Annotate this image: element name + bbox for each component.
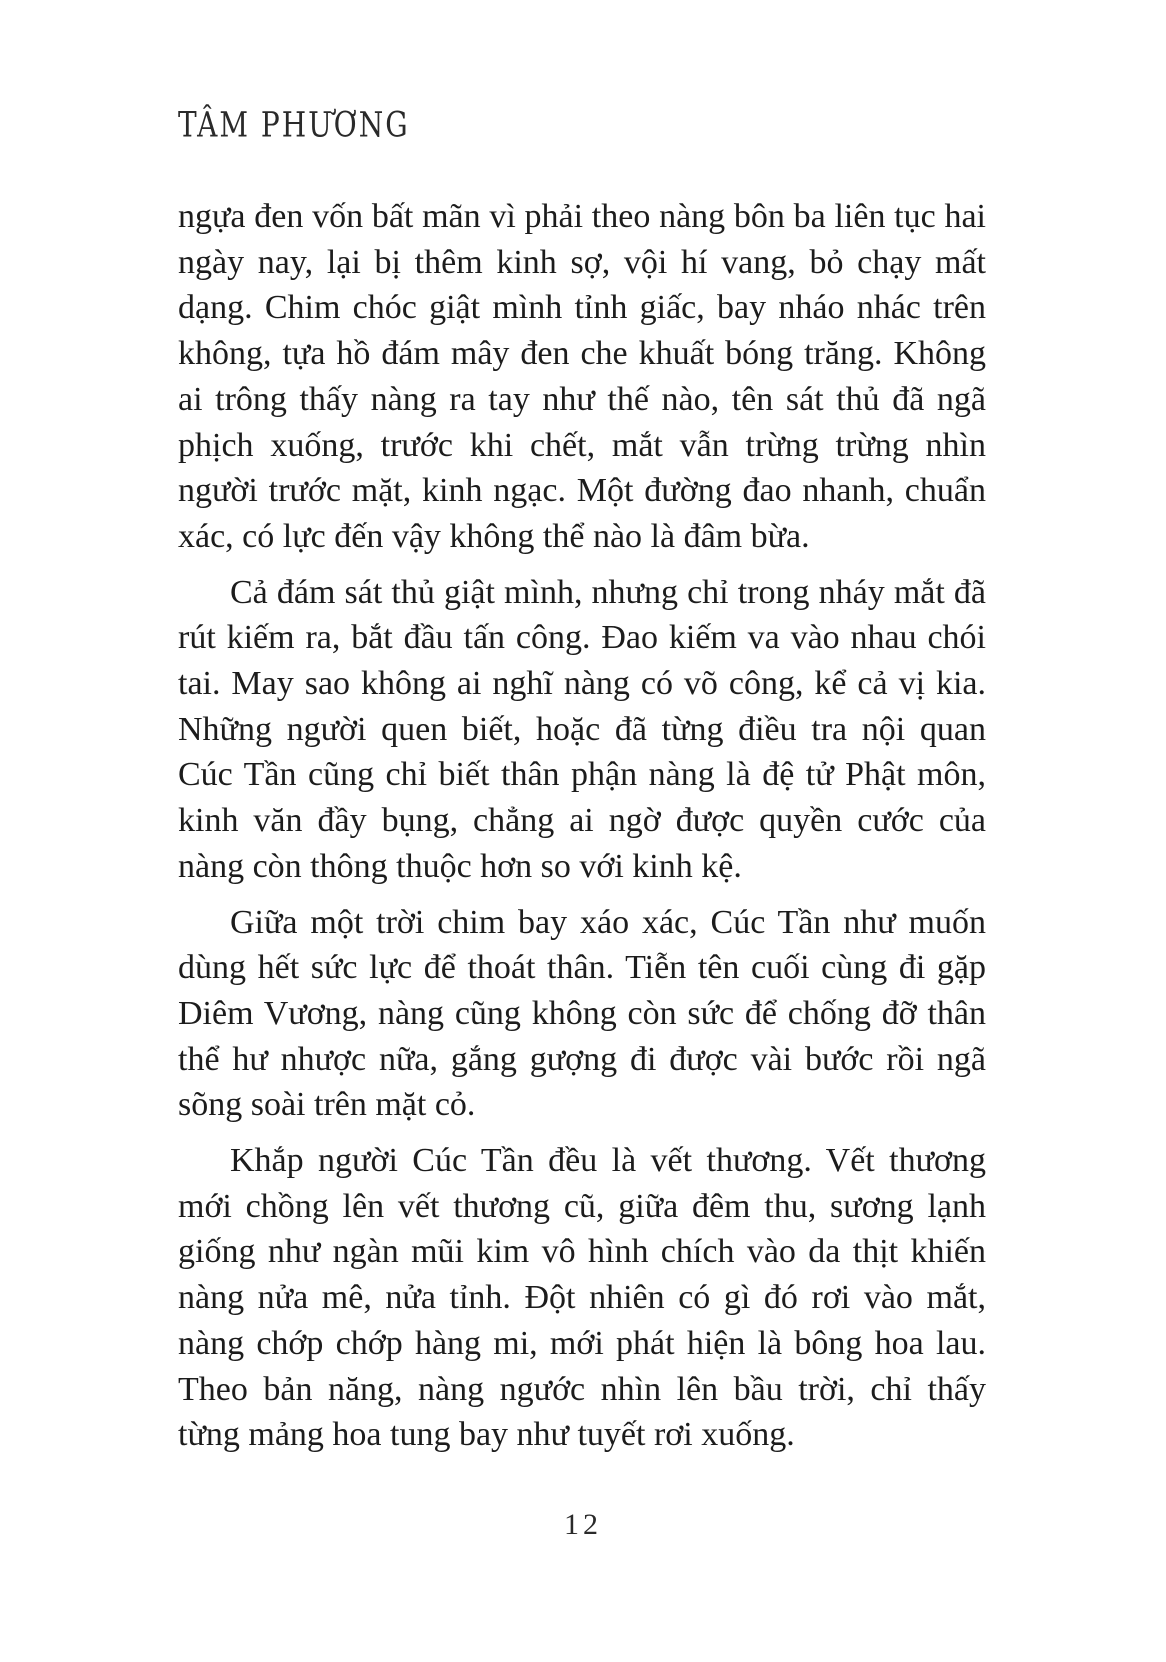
running-head-title: TÂM PHƯƠNG (178, 104, 410, 146)
paragraph-2: Cả đám sát thủ giật mình, nhưng chỉ trong nháy mắt đã rút kiếm ra, bắt đầu tấn công. Đao kiếm va vào nhau chói tai. May sao không ai nghĩ nàng có võ công, kể cả vị kia. Những người quen biết, hoặc đã từng điều tra nội quan Cúc Tần cũng chỉ biết thân phận nàng là đệ tử Phật môn, kinh văn đầy bụng, chẳng ai ngờ được quyền cước của nàng còn thông thuộc hơn so với kinh kệ. (178, 573, 986, 885)
body-text (178, 194, 986, 1468)
paragraph-4: Khắp người Cúc Tần đều là vết thương. Vết thương mới chồng lên vết thương cũ, giữa đêm thu, sương lạnh giống như ngàn mũi kim vô hình chích vào da thịt khiến nàng nửa mê, nửa tỉnh. Đột nhiên có gì đó rơi vào mắt, nàng chớp chớp hàng mi, mới phát hiện là bông hoa lau. Theo bản năng, nàng ngước nhìn lên bầu trời, chỉ thấy từng mảng hoa tung bay như tuyết rơi xuống. (178, 1142, 986, 1454)
page-number: 12 (564, 1508, 602, 1541)
paragraph-1: ngựa đen vốn bất mãn vì phải theo nàng bôn ba liên tục hai ngày nay, lại bị thêm kinh sợ, vội hí vang, bỏ chạy mất dạng. Chim chóc giật mình tỉnh giấc, bay nháo nhác trên không, tựa hồ đám mây đen che khuất bóng trăng. Không ai trông thấy nàng ra tay như thế nào, tên sát thủ đã ngã phịch xuống, trước khi chết, mắt vẫn trừng trừng nhìn người trước mặt, kinh ngạc. Một đường đao nhanh, chuẩn xác, có lực đến vậy không thể nào là đâm bừa. (178, 198, 986, 555)
paragraph-3: Giữa một trời chim bay xáo xác, Cúc Tần như muốn dùng hết sức lực để thoát thân. Tiễn tên cuối cùng đi gặp Diêm Vương, nàng cũng không còn sức để chống đỡ thân thể hư nhược nữa, gắng gượng đi được vài bước rồi ngã sõng soài trên mặt cỏ. (178, 903, 986, 1124)
